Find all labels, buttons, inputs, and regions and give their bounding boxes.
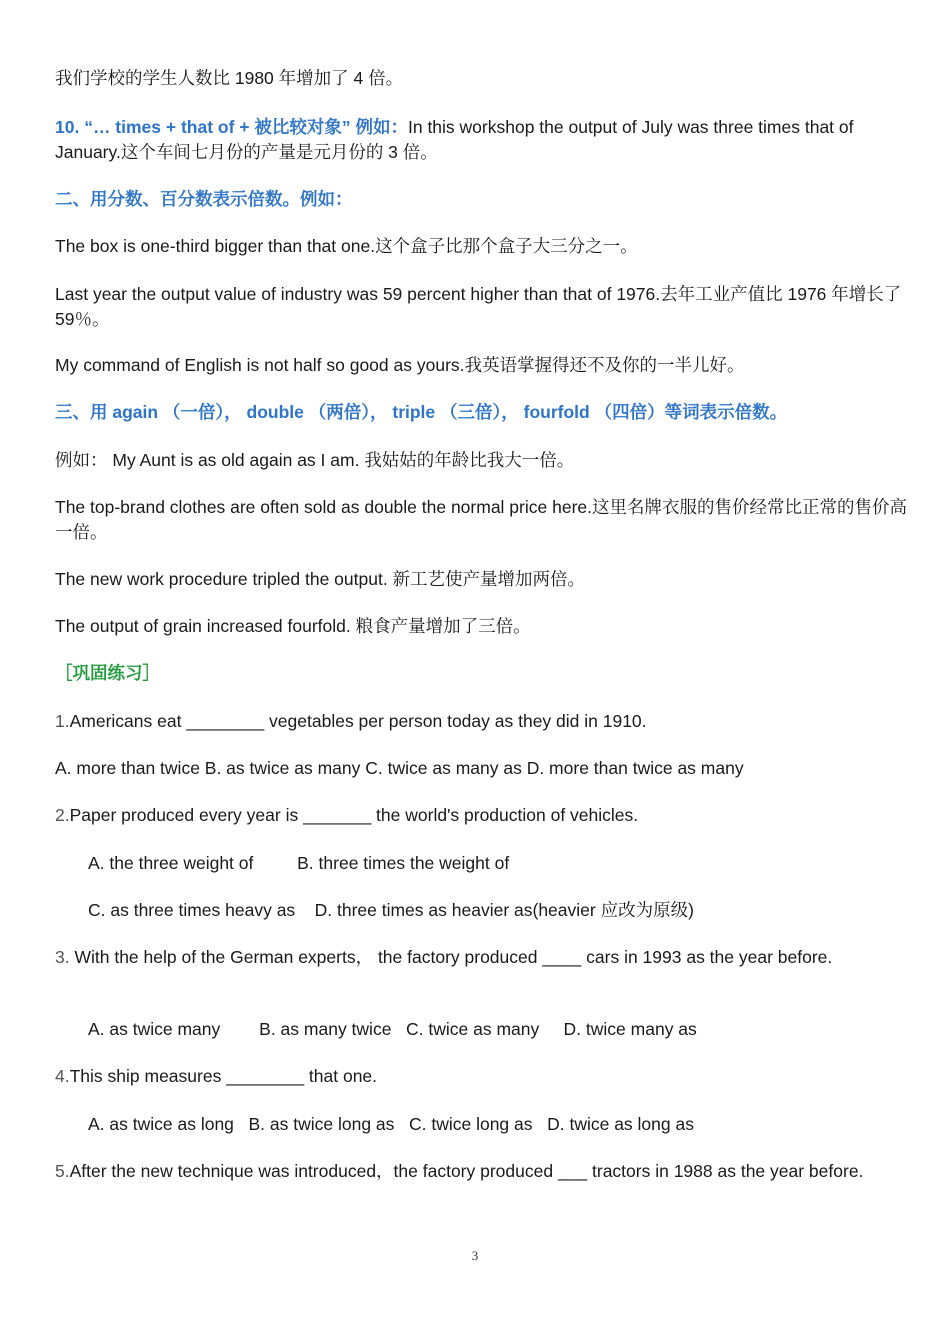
question-text: With the help of the German experts， the factory produced ____ cars in 1993 as the year before.	[69, 947, 833, 967]
question-text: This ship measures ________ that one.	[69, 1066, 378, 1086]
question-4-options: A. as twice as long B. as twice long as C. twice long as D. twice as long as	[88, 1114, 694, 1134]
question-number: 2.	[55, 805, 70, 825]
text-line: 我们学校的学生人数比 1980 年增加了 4 倍。	[55, 68, 404, 88]
question-1	[55, 709, 910, 734]
exercise-title: ［巩固练习］	[55, 663, 160, 683]
rule-10-heading: 10. “… times + that of + 被比较对象” 例如：	[55, 117, 408, 137]
question-number: 5.	[55, 1161, 70, 1181]
example-line: The top-brand clothes are often sold as double the normal price here.这里名牌衣服的售价经常比正常的售价高一倍。	[55, 497, 907, 542]
question-2-options-b: C. as three times heavy as D. three times as heavier as(heavier 应改为原级)	[88, 900, 694, 920]
rule-10	[55, 115, 910, 165]
question-number: 1.	[55, 711, 70, 731]
example-line: Last year the output value of industry was 59 percent higher than that of 1976.去年工业产值比 1976 年增长了 59％。	[55, 284, 902, 329]
section-heading-2: 二、用分数、百分数表示倍数。例如：	[55, 189, 353, 209]
example-line: My command of English is not half so good as yours.我英语掌握得还不及你的一半儿好。	[55, 355, 745, 375]
page-number: 3	[471, 1248, 479, 1263]
question-text: Paper produced every year is _______ the world's production of vehicles.	[69, 805, 639, 825]
question-3-options: A. as twice many B. as many twice C. twice as many D. twice many as	[88, 1019, 697, 1039]
rule-10-example: In this workshop the output of July was three times that of January.这个车间七月份的产量是元月份的 3 倍。	[55, 117, 854, 162]
question-text: Americans eat ________ vegetables per person today as they did in 1910.	[69, 711, 647, 731]
question-4	[55, 1064, 910, 1089]
section-heading-3: 三、用 again （一倍）， double （两倍）， triple （三倍）， fourfold （四倍）等词表示倍数。	[55, 402, 788, 422]
question-number: 3.	[55, 947, 70, 967]
question-text: After the new technique was introduced，the factory produced ___ tractors in 1988 as the year before.	[69, 1161, 864, 1181]
question-3	[55, 945, 910, 970]
example-line: The box is one-third bigger than that one.这个盒子比那个盒子大三分之一。	[55, 236, 638, 256]
example-line: The output of grain increased fourfold. 粮食产量增加了三倍。	[55, 616, 531, 636]
question-1-options: A. more than twice B. as twice as many C. twice as many as D. more than twice as many	[55, 758, 744, 778]
example-line: The new work procedure tripled the output. 新工艺使产量增加两倍。	[55, 569, 586, 589]
question-2	[55, 803, 910, 828]
example-line: 例如： My Aunt is as old again as I am. 我姑姑的年龄比我大一倍。	[55, 450, 575, 470]
question-2-options-a: A. the three weight of B. three times the weight of	[88, 853, 510, 873]
question-number: 4.	[55, 1066, 70, 1086]
question-5	[55, 1159, 910, 1184]
